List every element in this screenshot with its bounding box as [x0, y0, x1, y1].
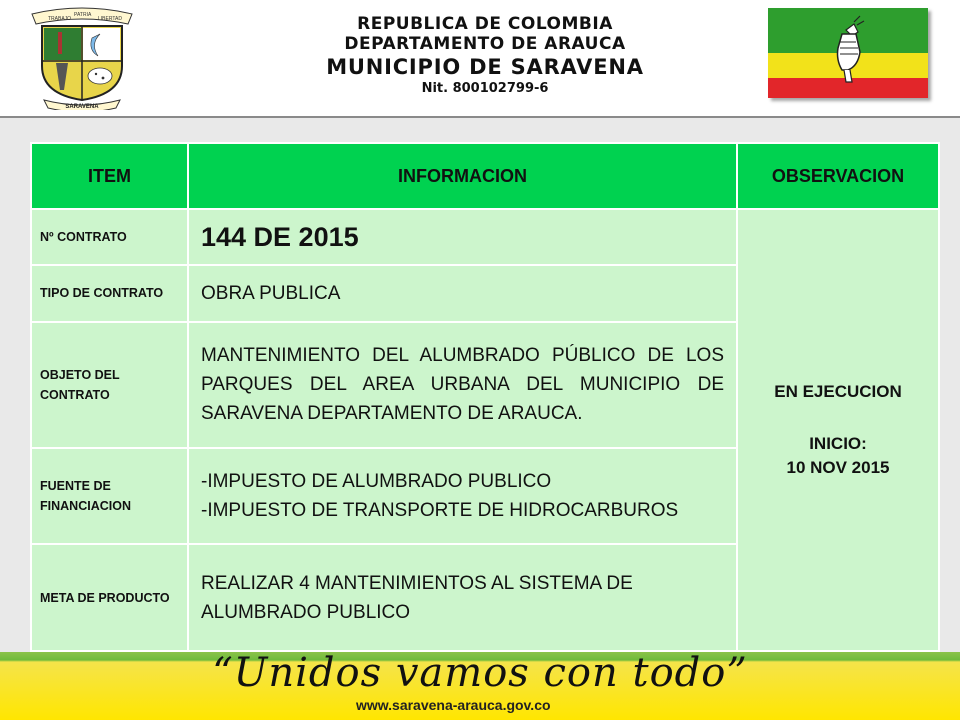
observation-status: EN EJECUCION: [774, 382, 902, 401]
contract-info-table: [30, 142, 938, 652]
slogan: “Unidos vamos con todo”: [212, 650, 748, 696]
title-nit: Nit. 800102799-6: [421, 81, 549, 96]
observation-cell: [737, 209, 939, 651]
item-contract-object: OBJETO DEL CONTRATO: [31, 322, 188, 449]
website-link[interactable]: www.saravena-arauca.gov.co: [356, 697, 551, 713]
item-product-goal: META DE PRODUCTO: [31, 544, 188, 651]
item-funding-source: FUENTE DE FINANCIACION: [31, 448, 188, 544]
municipality-title: [290, 14, 680, 97]
item-contract-type: TIPO DE CONTRATO: [31, 265, 188, 321]
info-funding-source: [188, 448, 737, 544]
coat-word-trabajo: TRABAJO: [48, 16, 72, 22]
coat-word-patria: PATRIA: [74, 12, 92, 18]
observation-start-label: INICIO:: [809, 434, 867, 453]
table-header-row: [31, 143, 939, 209]
header-observacion: OBSERVACION: [737, 143, 939, 209]
title-republic: REPUBLICA DE COLOMBIA: [357, 14, 613, 34]
info-table: [30, 142, 940, 652]
table-row: [31, 209, 939, 265]
saravena-flag-icon: [768, 8, 928, 98]
funding-line-1: -IMPUESTO DE ALUMBRADO PUBLICO: [201, 471, 552, 493]
info-contract-number: 144 DE 2015: [188, 209, 737, 265]
coat-word-saravena: SARAVENA: [65, 104, 99, 110]
title-department: DEPARTAMENTO DE ARAUCA: [344, 34, 626, 54]
info-contract-type: OBRA PUBLICA: [188, 265, 737, 321]
coat-word-libertad: LIBERTAD: [98, 16, 122, 22]
header-item: ITEM: [31, 143, 188, 209]
item-contract-number: Nº CONTRATO: [31, 209, 188, 265]
info-contract-object: MANTENIMIENTO DEL ALUMBRADO PÚBLICO DE LOS PARQUES DEL AREA URBANA DEL MUNICIPIO DE SARAVENA DEPARTAMENTO DE ARAUCA.: [188, 322, 737, 449]
funding-line-2: -IMPUESTO DE TRANSPORTE DE HIDROCARBUROS: [201, 500, 679, 522]
info-product-goal: REALIZAR 4 MANTENIMIENTOS AL SISTEMA DE ALUMBRADO PUBLICO: [188, 544, 737, 651]
header-informacion: INFORMACION: [188, 143, 737, 209]
observation-start-date: 10 NOV 2015: [786, 458, 890, 477]
header: [0, 0, 960, 118]
title-municipality: MUNICIPIO DE SARAVENA: [326, 55, 644, 79]
coat-of-arms-icon: [28, 6, 136, 110]
